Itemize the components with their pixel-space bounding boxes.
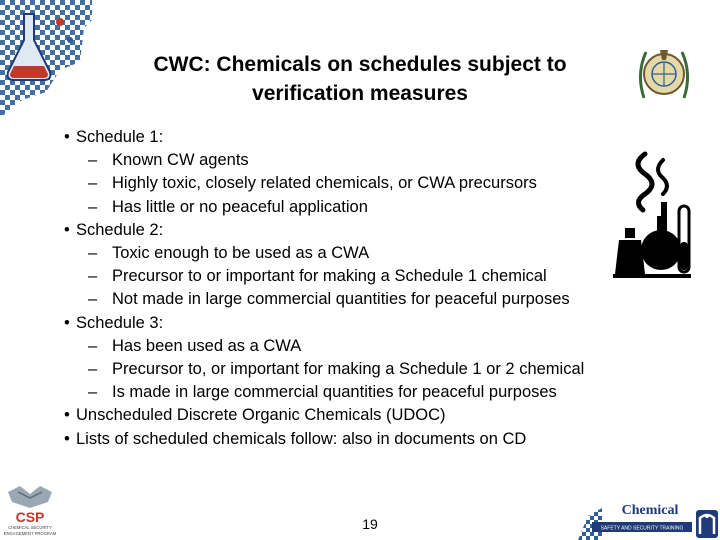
- slide-title: [90, 50, 630, 108]
- chem-logo-tagline: SAFETY AND SECURITY TRAINING: [600, 525, 684, 532]
- csp-letters: CSP: [15, 509, 45, 525]
- sub-item: [64, 149, 674, 172]
- bullet-schedule-3: [64, 312, 674, 405]
- dash-mark: –: [88, 360, 98, 379]
- bullet-text: Schedule 1:: [76, 128, 164, 146]
- csp-logo-icon: [2, 484, 58, 538]
- bullet-list: [64, 126, 674, 451]
- sub-item: [64, 196, 674, 219]
- sub-list: [64, 149, 674, 219]
- bullet-dot: •: [64, 429, 70, 448]
- dash-mark: –: [88, 151, 98, 170]
- bullet-udoc: [64, 404, 674, 427]
- opcw-seal-icon: [634, 40, 694, 104]
- sub-item: [64, 172, 674, 195]
- bullet-text: Schedule 2:: [76, 220, 164, 239]
- sub-item-text: Has been used as a CWA: [112, 336, 302, 355]
- dash-mark: –: [88, 244, 98, 263]
- sub-item: [64, 358, 674, 381]
- sub-list: [64, 335, 674, 405]
- sub-item: [64, 242, 674, 265]
- dash-mark: –: [88, 290, 98, 309]
- dash-mark: –: [88, 336, 98, 355]
- sub-item-text: Toxic enough to be used as a CWA: [112, 244, 370, 263]
- sub-item-text: Precursor to, or important for making a Schedule 1 or 2 chemical: [112, 360, 585, 379]
- title-line-1: CWC: Chemicals on schedules subject to: [153, 53, 567, 76]
- csp-line-1: CHEMICAL SECURITY: [8, 525, 52, 530]
- bullet-schedule-2: [64, 219, 674, 312]
- sub-item-text: Not made in large commercial quantities for peaceful purposes: [112, 290, 570, 309]
- bullet-dot: •: [64, 406, 70, 425]
- sub-item-text: Highly toxic, closely related chemicals, or CWA precursors: [112, 174, 537, 193]
- bullet-text: Unscheduled Discrete Organic Chemicals (UDOC): [76, 406, 446, 425]
- sub-item: [64, 335, 674, 358]
- csp-line-2: ENGAGEMENT PROGRAM: [3, 531, 57, 536]
- sub-item-text: Is made in large commercial quantities for peaceful purposes: [112, 383, 557, 402]
- chemical-safety-logo-icon: [578, 496, 720, 540]
- sub-item: [64, 288, 674, 311]
- bullet-dot: •: [64, 220, 70, 239]
- chem-logo-word: Chemical: [621, 503, 679, 518]
- dash-mark: –: [88, 267, 98, 286]
- page-number: 19: [362, 516, 378, 532]
- bullet-lists: [64, 428, 674, 451]
- sub-item-text: Precursor to or important for making a Schedule 1 chemical: [112, 267, 547, 286]
- bullet-schedule-1: [64, 126, 674, 219]
- bullet-text: Schedule 3:: [76, 313, 164, 332]
- chemistry-glassware-icon: [605, 150, 693, 280]
- bullet-dot: •: [64, 128, 70, 146]
- dash-mark: –: [88, 174, 98, 193]
- sub-list: [64, 242, 674, 312]
- title-line-2: verification measures: [252, 82, 468, 105]
- dash-mark: –: [88, 383, 98, 402]
- sub-item: [64, 381, 674, 404]
- sub-item: [64, 265, 674, 288]
- bullet-dot: •: [64, 313, 70, 332]
- bullet-text: Lists of scheduled chemicals follow: also in documents on CD: [76, 429, 527, 448]
- sub-item-text: Has little or no peaceful application: [112, 197, 368, 216]
- flask-checker-logo-icon: [0, 0, 92, 118]
- sub-item-text: Known CW agents: [112, 151, 249, 170]
- dash-mark: –: [88, 197, 98, 216]
